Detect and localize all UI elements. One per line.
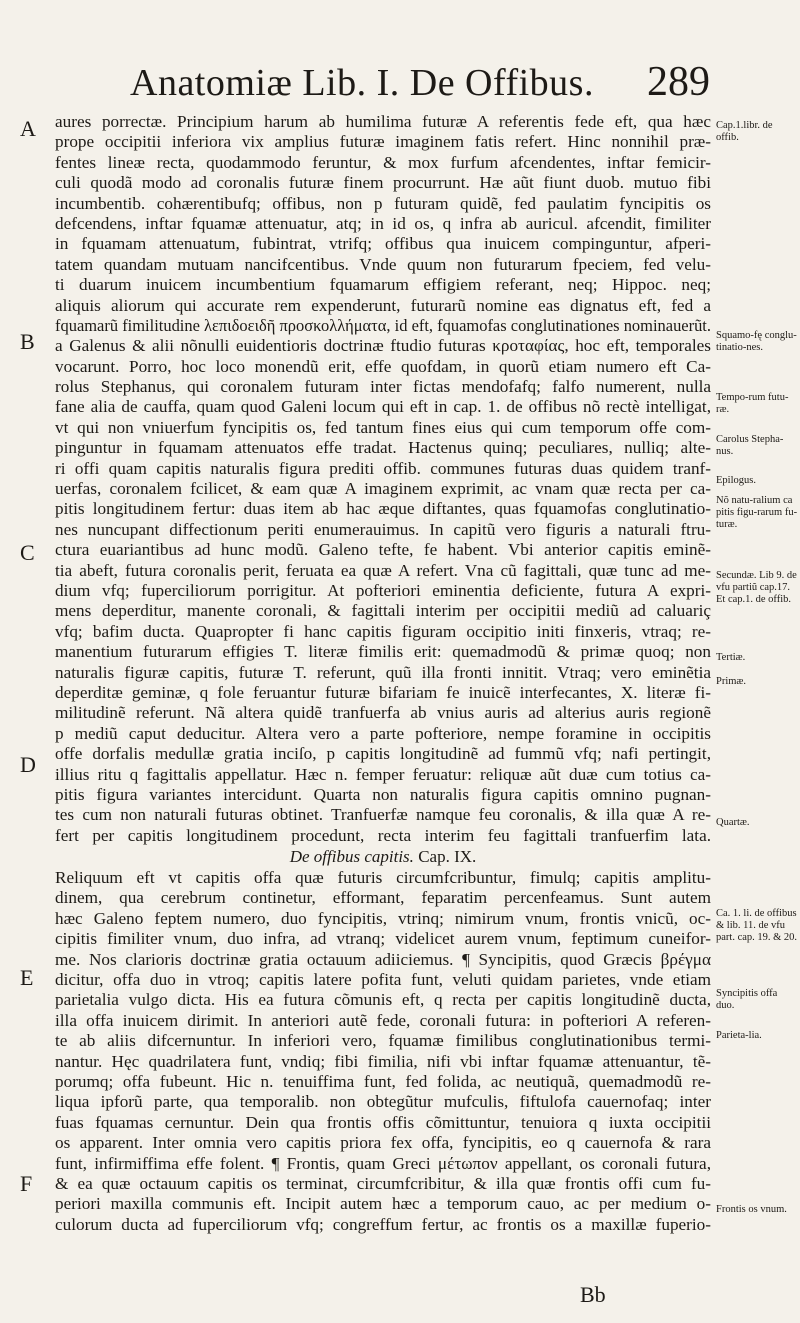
margin-note: Quartæ. (716, 817, 750, 828)
text-line: pitis longitudinem fertur: duas item ab hac æque diftantes, quas fquamofas conglutinatio- (55, 499, 711, 519)
text-line: vfq; bafim ducta. Quapropter fi hanc capitis figuram occipitio initi finxeris, vtraq; re- (55, 621, 711, 641)
text-line: mens deperditur, manente coronali, & fagittali interim per occipitii mediũ ad caluariç (55, 601, 711, 621)
text-line: pinguntur in fquamam attenuatos effe tradat. Hactenus quinq; peculiares, nulliq; alte- (55, 438, 711, 458)
margin-note: Carolus Stepha-nus. (716, 434, 784, 457)
text-line: vocarunt. Porro, hoc loco monendũ erit, effe quofdam, in quorũ etiam numero eft Ca- (55, 356, 711, 376)
text-line: hæc Galeno feptem numero, duo fyncipitis, vtrinq; nimirum vnum, frontis vnicũ, oc- (55, 908, 711, 928)
text-line: in fquamam attenuatum, fubintrat, vtrifq; offibus qua inuicem compinguntur, afperi- (55, 234, 711, 254)
text-line: illa offa inuicem dirimit. In anteriori autẽ fede, coronali futura: in pofteriori A referen- (55, 1010, 711, 1030)
text-line: rolus Stephanus, qui coronalem futuram inter fictas mendofafq; falfo numerent, nulla (55, 377, 711, 397)
page-header (130, 58, 710, 118)
section-letter-c: C (20, 540, 35, 565)
margin-note: Tempo-rum futu-ræ. (716, 392, 789, 415)
text-line: periori maxilla communis eft. Incipit autem hæc a temporum cauo, ac per medium o- (55, 1194, 711, 1214)
text-line: militudinẽ referunt. Nã altera quidẽ tranfuerfa ab vnius auris ad alterius auris regionẽ (55, 703, 711, 723)
section-letter-b: B (20, 329, 35, 354)
chapter-title: De offibus capitis. (289, 847, 414, 867)
text-line: illius ritu q fagittalis appellatur. Hæc n. femper feruatur: reliquæ aũt duæ cum totius ca- (55, 764, 711, 784)
chapter-heading (55, 846, 711, 868)
text-line: liqua ipforũ parte, qua temporalib. non obtegũtur mufculis, fiftulofa cauernofaq; inter (55, 1092, 711, 1112)
text-line: a Galenus & alii nõnulli euidentioris doctrinæ ftudio futuras κροταφίας, hoc eft, temporales (55, 336, 711, 356)
chapter-number: Cap. IX. (418, 847, 477, 867)
margin-note: Frontis os vnum. (716, 1204, 787, 1215)
margin-note: Squamo-fę conglu-tinatio-nes. (716, 330, 797, 353)
margin-note: Parieta-lia. (716, 1030, 762, 1041)
text-line: funt, infirmiffima effe folent. ¶ Frontis, quam Greci μέτωπον appellant, os coronali futura, (55, 1153, 711, 1173)
margin-note: Syncipitis offa duo. (716, 988, 778, 1011)
text-line: tes cum non naturali futuras obtinet. Tranfuerfæ namque feu coronalis, & illa quæ A re- (55, 805, 711, 825)
text-line: fentes lineæ recta, quodammodo feruntur, & mox furfum afcendentes, inftar femicir- (55, 152, 711, 172)
text-line: defcendens, inftar fquamæ attenuatur, atq; in id os, q infra ab auricul. afcendit, fimiliter (55, 213, 711, 233)
text-line: ri offi quam capitis naturalis figura prediti offib. communes futuras duas quidem tranf- (55, 458, 711, 478)
section-letter-f: F (20, 1171, 33, 1196)
text-line: nes nuncupant diffectionum periti enumerauimus. In capitũ vero figuris a naturali ftru- (55, 519, 711, 539)
margin-note: Cap.1.libr. de offib. (716, 120, 773, 143)
text-line: prope occipitii inferiora vix amplius futuræ imaginem fatis refert. Hinc nonnihil præ- (55, 132, 711, 152)
text-line: os apparent. Inter omnia vero capitis priora fex offa, fyncipitis, eo q cauernofa & rara (55, 1133, 711, 1153)
text-line: culorum ducta ad fuperciliorum vfq; congreffum fertur, ac frontis os a maxillæ fuperio- (55, 1214, 711, 1234)
text-line: pitis figura variantes intercidunt. Quarta non naturalis figura capitis omnino pugnan- (55, 784, 711, 804)
text-line: porumq; offa fubeunt. Hic n. tenuiffima funt, fed folida, ac neutiquã, quemadmodũ re- (55, 1071, 711, 1091)
text-line: culi quodã modo ad coronalis futuræ finem procurrunt. Hæ aũt fiunt duob. mutuo fibi (55, 173, 711, 193)
text-line: fane alia de cauffa, quam quod Galeni locum qui eft in cap. 1. de offibus nõ rectè intelligat, (55, 397, 711, 417)
text-line: uerfas, coronalem fcilicet, & eam quæ A imaginem exprimit, ac vnam quæ recta per ca- (55, 479, 711, 499)
margin-note: Secundæ. Lib 9. de vfu partiũ cap.17. Et cap.1. de offib. (716, 570, 797, 605)
page-number: 289 (647, 59, 710, 105)
margin-note: Primæ. (716, 676, 747, 687)
chapter-paragraph (55, 868, 711, 1235)
margin-note: Epilogus. (716, 475, 756, 486)
text-line: aliquis aliorum qui accurate rem expenderunt, futurarũ nomine eas dignatus eft, fed a (55, 295, 711, 315)
section-letter-d: D (20, 752, 36, 777)
text-line: fuas fquamas cernuntur. Dein qua frontis offis cõmittuntur, tenuiora q iuxta occipitii (55, 1112, 711, 1132)
paragraph-continued (55, 112, 711, 846)
text-line: dium vfq; fuperciliorum porrigitur. At pofteriori eminentia deficiente, futura A expri- (55, 580, 711, 600)
text-line: ti duarum inuicem incumbentium fquamarum effigiem referant, neq; Hippoc. neq; (55, 275, 711, 295)
margin-note: Nõ natu-ralium ca pitis figu-rarum fu-turæ. (716, 495, 798, 530)
text-line: tatem quandam mutuam nancifcentibus. Vnde quum non futurarum fpeciem, fed velu- (55, 254, 711, 274)
section-letter-e: E (20, 965, 34, 990)
text-line: ctura euariantibus ad hunc modũ. Galeno tefte, fe habent. Vbi anterior capitis eminẽ- (55, 540, 711, 560)
text-line: dinem, qua cerebrum continetur, efformant, feparatim percenfeamus. Sunt autem (55, 888, 711, 908)
margin-note: Ca. 1. li. de offibus & lib. 11. de vfu part. cap. 19. & 20. (716, 908, 798, 943)
text-line: Reliquum eft vt capitis offa quæ futuris circumfcribuntur, fimulq; capitis amplitu- (55, 868, 711, 888)
text-line: & ea quæ octauum capitis os terminat, circumfcribitur, & illa quæ frontis offi cum fu- (55, 1173, 711, 1193)
section-letter-a: A (20, 116, 36, 141)
text-line: tia abeft, futura coronalis perit, feruata ea quæ A refert. Vna cũ fagittali, quæ tunc ad me- (55, 560, 711, 580)
text-line: manentium futurarum effigies T. literæ fimilis erit: quemadmodũ & primæ quoq; non (55, 642, 711, 662)
main-text-block (55, 112, 711, 1235)
text-line: parietalia vulgo dicta. His ea futura cõmunis eft, q recta per capitis longitudinẽ ducta, (55, 990, 711, 1010)
margin-notes (716, 0, 800, 1323)
text-line: me. Nos clarioris doctrinæ gratia octauum adiiciemus. ¶ Syncipitis, quod Græcis βρέγμα (55, 949, 711, 969)
text-line: deperditæ geminæ, q fole feruantur futuræ bifariam fe inuicẽ interfecantes, X. literæ fi- (55, 682, 711, 702)
text-line: te ab aliis difcernuntur. In inferiori vero, fquamæ fimilibus conglutinationibus termi- (55, 1031, 711, 1051)
text-line: fquamarũ fimilitudine λεπιδοειδῆ προσκολλήματα, id eft, fquamofas conglutinationes nominauerũt. (55, 315, 711, 335)
text-line: cipitis fimiliter vnum, duo infra, ad vtranq; videlicet aurem vnum, feptimum cuneifor- (55, 929, 711, 949)
text-line: fert per capitis longitudinem procedunt, recta interim feu fagittali tranfuerfim lata. (55, 825, 711, 845)
text-line: incumbentib. cohærentibufq; offibus, non p futuram quidẽ, fed paulatim fyncipitis os (55, 193, 711, 213)
text-line: nantur. Hęc quadrilatera funt, vndiq; fibi fimilia, nifi vbi inftar fquamæ attenuantur, tẽ- (55, 1051, 711, 1071)
text-line: offe dorfalis medullæ gratia inciſo, p capitis longitudinẽ ad fummũ vfq; nafi pertingit, (55, 744, 711, 764)
signature-mark: Bb (580, 1282, 606, 1307)
text-line: naturalis figuræ capitis, futuræ T. referunt, quũ illa fronti innitit. Vtraq; vero eminẽtia (55, 662, 711, 682)
text-line: dicitur, offa duo in vtroq; capitis latere pofita funt, veluti quidam parietes, vnde etiam (55, 970, 711, 990)
margin-note: Tertiæ. (716, 652, 746, 663)
text-line: aures porrectæ. Principium harum ab humilima futuræ A referentis fede eft, qua hæc (55, 112, 711, 131)
text-line: p mediũ caput deducitur. Altera vero a parte pofteriore, nempe foramine in occipitis (55, 723, 711, 743)
running-head: Anatomiæ Lib. I. De Offibus. (130, 62, 594, 104)
text-line: vt qui non vniuerfum fyncipitis os, fed tantum fines eius qui cum temporum offe com- (55, 417, 711, 437)
